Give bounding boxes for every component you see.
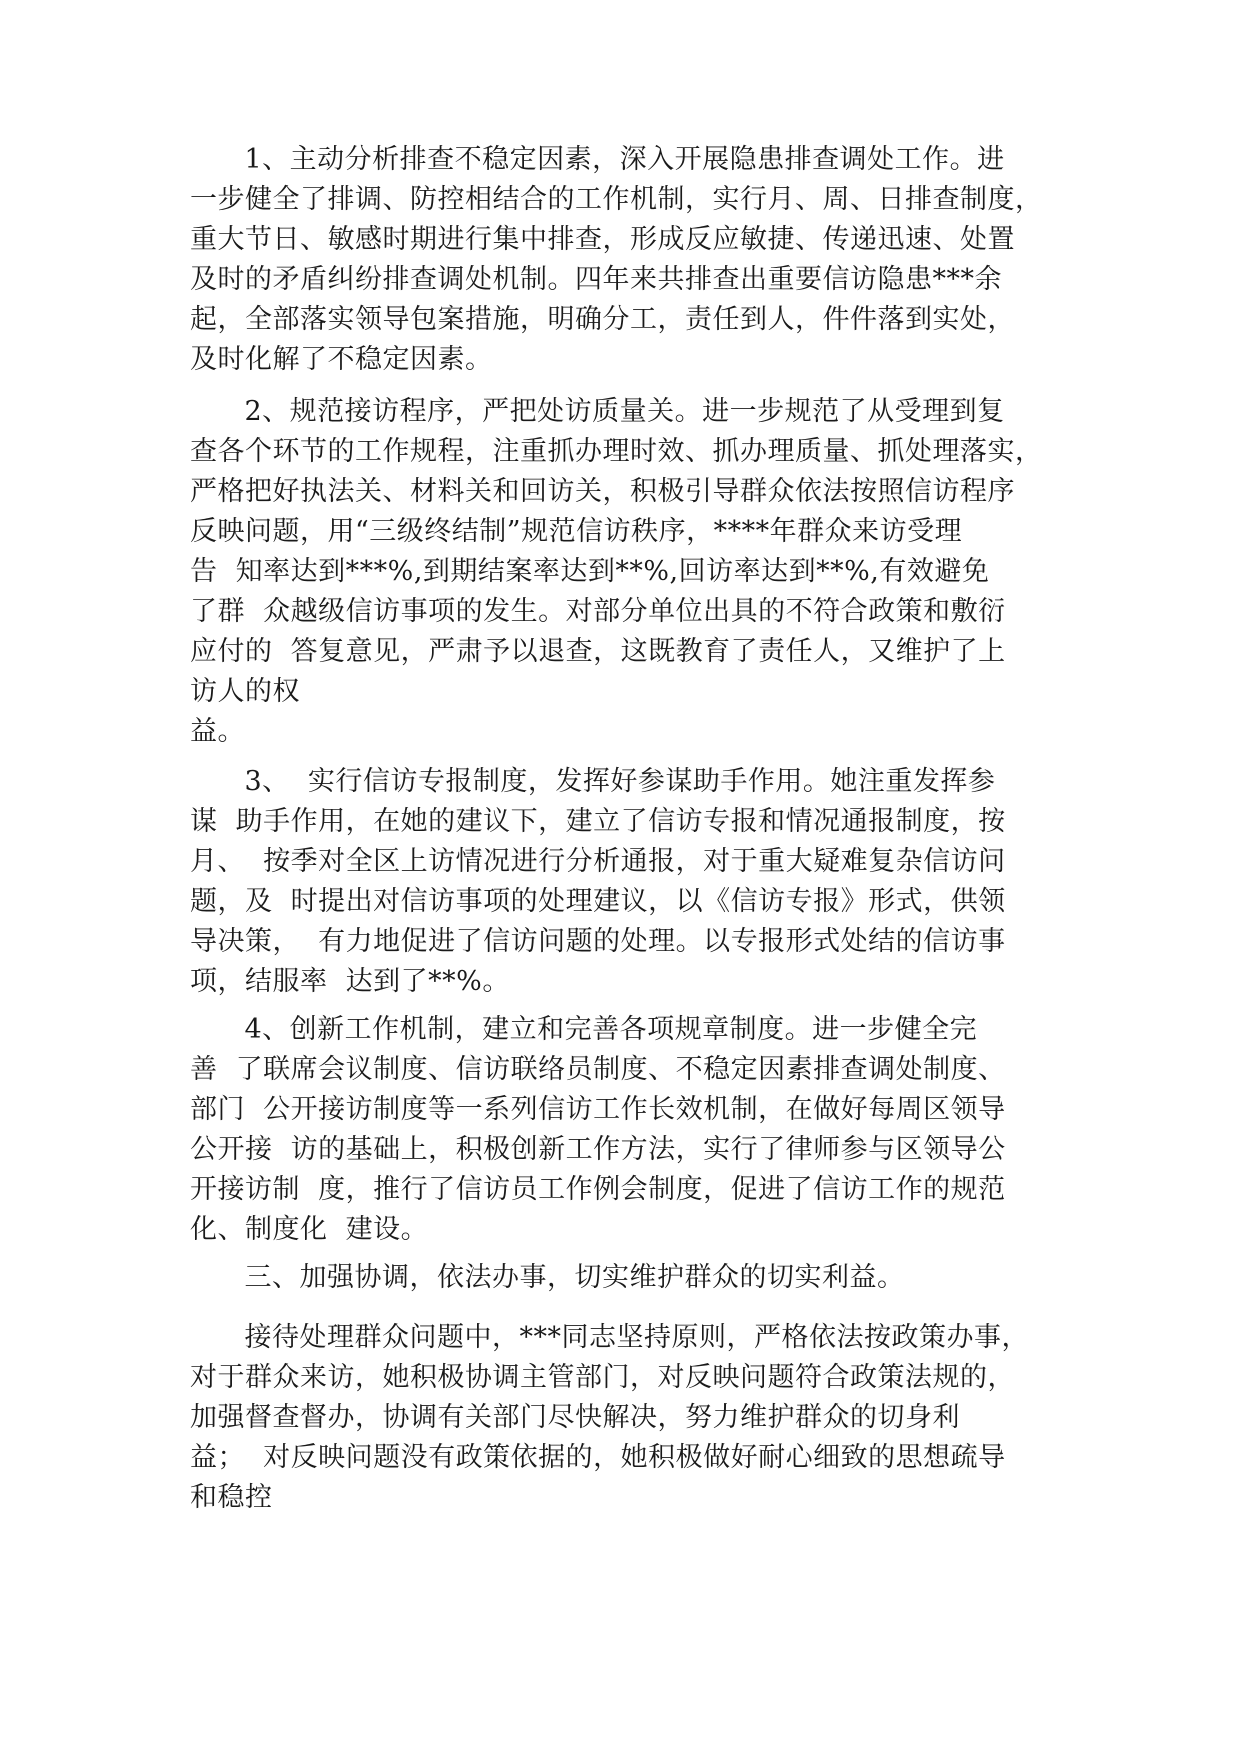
text-line: 起，全部落实领导包案措施，明确分工，责任到人，件件落到实处，: [190, 304, 1015, 335]
text-line: 公开接 访的基础上，积极创新工作方法，实行了律师参与区领导公: [190, 1134, 1006, 1165]
text-line: 三、加强协调，依法办事，切实维护群众的切实利益。: [190, 1262, 905, 1293]
text-line: 重大节日、敏感时期进行集中排查，形成反应敏捷、传递迅速、处置: [190, 224, 1015, 255]
text-line: 导决策， 有力地促进了信访问题的处理。以专报形式处结的信访事: [190, 926, 1006, 957]
text-line: 部门 公开接访制度等一系列信访工作长效机制，在做好每周区领导: [190, 1094, 1006, 1125]
text-line: 及时的矛盾纠纷排查调处机制。四年来共排查出重要信访隐患***余: [190, 264, 1002, 295]
text-line: 开接访制 度，推行了信访员工作例会制度，促进了信访工作的规范: [190, 1174, 1006, 1205]
paragraph-3: [190, 762, 1050, 1002]
text-line: 严格把好执法关、材料关和回访关，积极引导群众依法按照信访程序: [190, 476, 1015, 507]
text-line: 接待处理群众问题中，***同志坚持原则，严格依法按政策办事，: [190, 1322, 1029, 1353]
paragraph-5: [190, 1318, 1050, 1518]
text-line: 月、 按季对全区上访情况进行分析通报，对于重大疑难复杂信访问: [190, 846, 1006, 877]
text-line: 题，及 时提出对信访事项的处理建议，以《信访专报》形式，供领: [190, 886, 1006, 917]
text-line: 应付的 答复意见，严肃予以退查，这既教育了责任人，又维护了上: [190, 636, 1006, 667]
paragraph-4: [190, 1010, 1050, 1250]
text-line: 加强督查督办，协调有关部门尽快解决，努力维护群众的切身利: [190, 1402, 960, 1433]
text-line: 2、规范接访程序，严把处访质量关。进一步规范了从受理到复: [190, 396, 1005, 427]
text-line: 谋 助手作用，在她的建议下，建立了信访专报和情况通报制度，按: [190, 806, 1006, 837]
text-line: 和稳控: [190, 1482, 273, 1513]
text-line: 善 了联席会议制度、信访联络员制度、不稳定因素排查调处制度、: [190, 1054, 1006, 1085]
text-line: 一步健全了排调、防控相结合的工作机制，实行月、周、日排查制度，: [190, 184, 1043, 215]
paragraph-1: [190, 140, 1050, 380]
text-line: 查各个环节的工作规程，注重抓办理时效、抓办理质量、抓处理落实，: [190, 436, 1043, 467]
text-line: 益。: [190, 716, 245, 747]
text-line: 益； 对反映问题没有政策依据的，她积极做好耐心细致的思想疏导: [190, 1442, 1006, 1473]
text-line: 3、 实行信访专报制度，发挥好参谋助手作用。她注重发挥参: [190, 766, 996, 797]
text-line: 项，结服率 达到了**%。: [190, 966, 510, 997]
text-line: 告 知率达到***%,到期结案率达到**%,回访率达到**%,有效避免: [190, 556, 990, 587]
text-line: 反映问题，用“三级终结制”规范信访秩序，****年群众来访受理: [190, 516, 963, 547]
text-line: 4、创新工作机制，建立和完善各项规章制度。进一步健全完: [190, 1014, 978, 1045]
section-heading-3: [190, 1258, 1050, 1298]
text-line: 访人的权: [190, 676, 300, 707]
text-line: 1、主动分析排查不稳定因素，深入开展隐患排查调处工作。进: [190, 144, 1005, 175]
text-line: 对于群众来访，她积极协调主管部门，对反映问题符合政策法规的，: [190, 1362, 1015, 1393]
text-line: 化、制度化 建设。: [190, 1214, 429, 1245]
paragraph-2: [190, 392, 1050, 752]
text-line: 了群 众越级信访事项的发生。对部分单位出具的不符合政策和敷衍: [190, 596, 1006, 627]
text-line: 及时化解了不稳定因素。: [190, 344, 493, 375]
